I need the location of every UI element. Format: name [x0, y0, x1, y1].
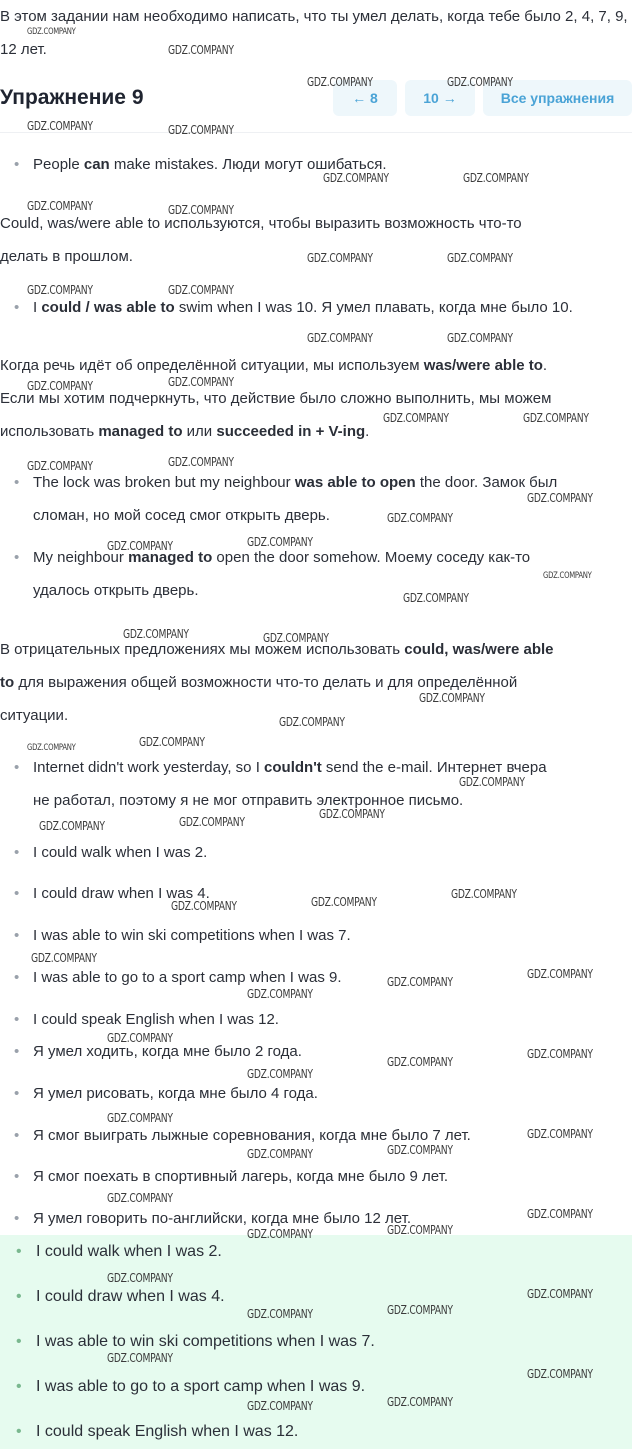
watermark: GDZ.COMPANY — [387, 1143, 453, 1157]
watermark: GDZ.COMPANY — [447, 75, 513, 89]
theory-paragraph: Когда речь идёт об определённой ситуации, мы используем was/were able to. Если мы хотим подчеркнуть, что действие было сложно выполнить, мы можем использовать managed to или succeeded in + V-ing. — [0, 357, 552, 440]
watermark: GDZ.COMPANY — [387, 1223, 453, 1237]
watermark: GDZ.COMPANY — [387, 1055, 453, 1069]
watermark: GDZ.COMPANY — [168, 283, 234, 297]
watermark: GDZ.COMPANY — [527, 1367, 593, 1381]
watermark: GDZ.COMPANY — [527, 491, 593, 505]
list-item: • I could walk when I was 2. — [16, 836, 628, 869]
watermark: GDZ.COMPANY — [307, 331, 373, 345]
watermark: GDZ.COMPANY — [323, 171, 389, 185]
watermark: GDZ.COMPANY — [543, 571, 592, 581]
watermark: GDZ.COMPANY — [263, 631, 329, 645]
watermark: GDZ.COMPANY — [527, 1287, 593, 1301]
page-title: Упражнение 9 — [0, 86, 144, 109]
list-item: • Я смог выиграть лыжные соревнования, когда мне было 7 лет. — [16, 1119, 628, 1152]
answer-item: • I was able to win ski competitions when I was 7. — [18, 1332, 618, 1352]
watermark: GDZ.COMPANY — [168, 375, 234, 389]
list-item: • I could draw when I was 4. — [16, 877, 628, 910]
watermark: GDZ.COMPANY — [107, 1111, 173, 1125]
watermark: GDZ.COMPANY — [523, 411, 589, 425]
list-item: • Я смог поехать в спортивный лагерь, когда мне было 9 лет. — [16, 1160, 628, 1193]
watermark: GDZ.COMPANY — [139, 735, 205, 749]
example-item: • I could / was able to swim when I was 10. Я умел плавать, когда мне было 10. — [16, 291, 628, 324]
watermark: GDZ.COMPANY — [168, 123, 234, 137]
watermark: GDZ.COMPANY — [447, 251, 513, 265]
list-item: • Я умел ходить, когда мне было 2 года. — [16, 1035, 628, 1068]
watermark: GDZ.COMPANY — [527, 1047, 593, 1061]
answer-item: • I could speak English when I was 12. — [18, 1422, 618, 1442]
watermark: GDZ.COMPANY — [307, 251, 373, 265]
watermark: GDZ.COMPANY — [168, 455, 234, 469]
watermark: GDZ.COMPANY — [123, 627, 189, 641]
list-item: • Я умел говорить по-английски, когда мне было 12 лет. — [16, 1202, 628, 1235]
watermark: GDZ.COMPANY — [419, 691, 485, 705]
watermark: GDZ.COMPANY — [27, 379, 93, 393]
watermark: GDZ.COMPANY — [168, 43, 234, 57]
watermark: GDZ.COMPANY — [107, 539, 173, 553]
watermark: GDZ.COMPANY — [31, 951, 97, 965]
theory-paragraph: В отрицательных предложениях мы можем использовать could, was/were able to для выражения общей возможности что-то делать и для определённой ситуации. — [0, 641, 554, 724]
watermark: GDZ.COMPANY — [247, 535, 313, 549]
watermark: GDZ.COMPANY — [107, 1351, 173, 1365]
prev-exercise-button[interactable]: ← 8 — [333, 80, 397, 116]
answer-block — [0, 1235, 632, 1449]
watermark: GDZ.COMPANY — [463, 171, 529, 185]
next-exercise-button[interactable]: 10 → — [405, 80, 475, 116]
watermark: GDZ.COMPANY — [387, 1303, 453, 1317]
watermark: GDZ.COMPANY — [311, 895, 377, 909]
watermark: GDZ.COMPANY — [383, 411, 449, 425]
watermark: GDZ.COMPANY — [107, 1271, 173, 1285]
watermark: GDZ.COMPANY — [247, 1307, 313, 1321]
watermark: GDZ.COMPANY — [27, 283, 93, 297]
watermark: GDZ.COMPANY — [27, 119, 93, 133]
watermark: GDZ.COMPANY — [39, 819, 105, 833]
list-item: • I was able to win ski competitions when I was 7. — [16, 919, 628, 952]
list-item: • Я умел рисовать, когда мне было 4 года. — [16, 1077, 628, 1110]
watermark: GDZ.COMPANY — [247, 987, 313, 1001]
watermark: GDZ.COMPANY — [459, 775, 525, 789]
watermark: GDZ.COMPANY — [107, 1031, 173, 1045]
watermark: GDZ.COMPANY — [451, 887, 517, 901]
watermark: GDZ.COMPANY — [527, 967, 593, 981]
watermark: GDZ.COMPANY — [387, 511, 453, 525]
example-item: • My neighbour managed to open the door somehow. Моему соседу как-то удалось открыть дверь. — [16, 541, 628, 607]
watermark: GDZ.COMPANY — [403, 591, 469, 605]
watermark: GDZ.COMPANY — [279, 715, 345, 729]
list-item: • I was able to go to a sport camp when I was 9. — [16, 961, 628, 994]
header-divider — [0, 132, 632, 133]
watermark: GDZ.COMPANY — [387, 1395, 453, 1409]
watermark: GDZ.COMPANY — [107, 1191, 173, 1205]
watermark: GDZ.COMPANY — [168, 203, 234, 217]
answer-item: • I could draw when I was 4. — [18, 1287, 618, 1307]
watermark: GDZ.COMPANY — [447, 331, 513, 345]
answer-item: • I could walk when I was 2. — [18, 1242, 618, 1262]
watermark: GDZ.COMPANY — [247, 1227, 313, 1241]
watermark: GDZ.COMPANY — [247, 1067, 313, 1081]
watermark: GDZ.COMPANY — [247, 1399, 313, 1413]
watermark: GDZ.COMPANY — [27, 459, 93, 473]
example-item: • People can make mistakes. Люди могут ошибаться. — [16, 148, 628, 181]
watermark: GDZ.COMPANY — [307, 75, 373, 89]
theory-paragraph: Could, was/were able to используются, чтобы выразить возможность что-то делать в прошлом. — [0, 215, 522, 265]
list-item: • I could speak English when I was 12. — [16, 1003, 628, 1036]
answer-item: • I was able to go to a sport camp when I was 9. — [18, 1377, 618, 1397]
watermark: GDZ.COMPANY — [387, 975, 453, 989]
watermark: GDZ.COMPANY — [527, 1127, 593, 1141]
watermark: GDZ.COMPANY — [27, 743, 76, 753]
intro-text: В этом задании нам необходимо написать, что ты умел делать, когда тебе было 2, 4, 7, 9, 12 лет. — [0, 8, 628, 58]
example-item: • The lock was broken but my neighbour was able to open the door. Замок был сломан, но мой сосед смог открыть дверь. — [16, 466, 628, 532]
watermark: GDZ.COMPANY — [527, 1207, 593, 1221]
all-exercises-button[interactable]: Все упражнения — [483, 80, 632, 116]
watermark: GDZ.COMPANY — [27, 199, 93, 213]
watermark: GDZ.COMPANY — [179, 815, 245, 829]
watermark: GDZ.COMPANY — [247, 1147, 313, 1161]
watermark: GDZ.COMPANY — [171, 899, 237, 913]
example-item: • Internet didn't work yesterday, so I couldn't send the e-mail. Интернет вчера не работал, поэтому я не мог отправить электронное письмо. — [16, 751, 628, 817]
watermark: GDZ.COMPANY — [319, 807, 385, 821]
watermark: GDZ.COMPANY — [27, 27, 76, 37]
